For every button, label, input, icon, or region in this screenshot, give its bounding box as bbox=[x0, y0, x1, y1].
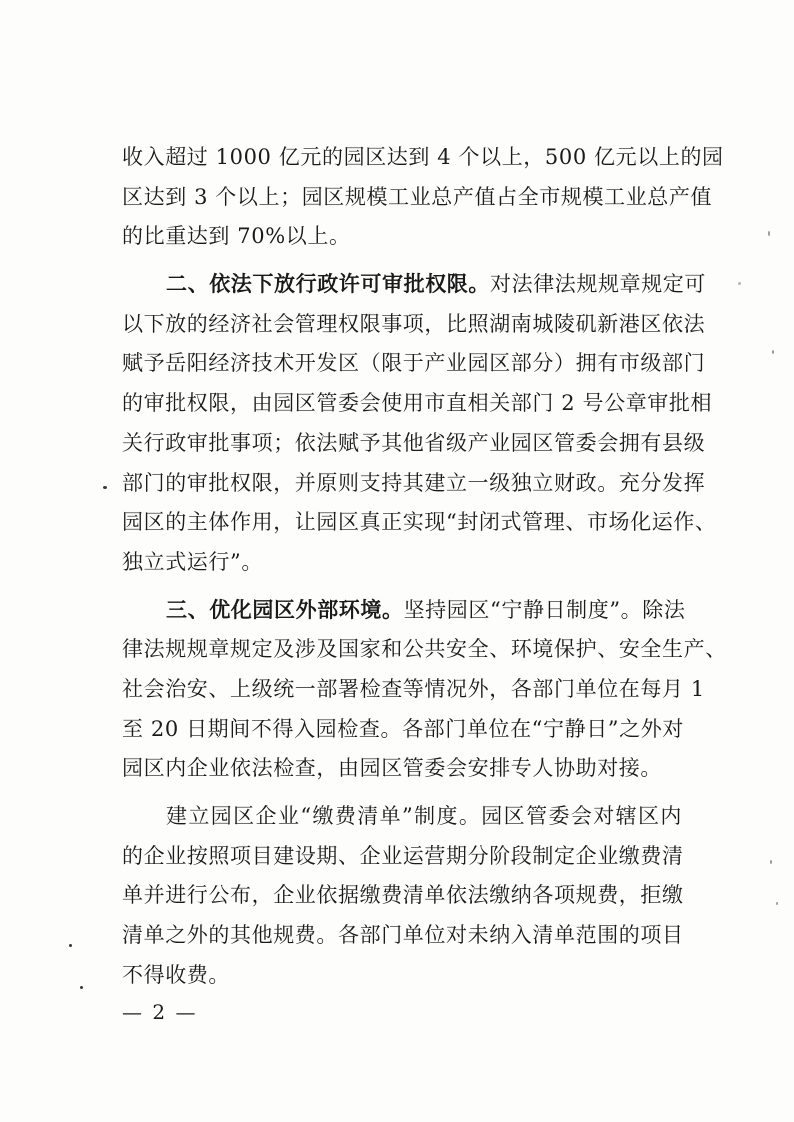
text-line: 部门的审批权限，并原则支持其建立一级独立财政。充分发挥 bbox=[122, 470, 706, 495]
scan-speck bbox=[738, 282, 741, 285]
document-body bbox=[122, 138, 727, 995]
text-line bbox=[122, 591, 686, 631]
scan-speck bbox=[768, 231, 770, 236]
text-line: 园区内企业依法检查，由园区管委会安排专人协助对接。 bbox=[122, 756, 662, 781]
scan-speck bbox=[776, 902, 778, 905]
paragraph bbox=[122, 138, 724, 257]
text-line: 社会治安、上级统一部署检查等情况外，各部门单位在每月 1 bbox=[122, 676, 705, 701]
paragraph bbox=[122, 591, 727, 789]
text-line: 清单之外的其他规费。各部门单位对未纳入清单范围的项目 bbox=[122, 923, 684, 948]
text-line: 独立式运行”。 bbox=[122, 549, 263, 574]
paragraph bbox=[122, 797, 682, 995]
text-line: 律法规规章规定及涉及国家和公共安全、环境保护、安全生产、 bbox=[122, 637, 727, 662]
text-line: 关行政审批事项；依法赋予其他省级产业园区管委会拥有县级 bbox=[122, 430, 706, 455]
text-line: 收入超过 1000 亿元的园区达到 4 个以上，500 亿元以上的园 bbox=[122, 145, 724, 169]
section-heading: 二、依法下放行政许可审批权限。 bbox=[166, 272, 490, 297]
text-line: 单并进行公布，企业依据缴费清单依法缴纳各项规费，拒缴 bbox=[122, 883, 684, 908]
text-line: 以下放的经济社会管理权限事项，比照湖南城陵矶新港区依法 bbox=[122, 311, 706, 336]
text-line: 建立园区企业“缴费清单”制度。园区管委会对辖区内 bbox=[166, 804, 682, 828]
text-line: 的审批权限，由园区管委会使用市直相关部门 2 号公章审批相 bbox=[122, 391, 713, 416]
text-line: 的比重达到 70%以上。 bbox=[122, 224, 351, 249]
paragraph bbox=[122, 265, 717, 583]
text-run: 对法律法规规章规定可 bbox=[490, 272, 706, 297]
page-number: — 2 — bbox=[122, 1000, 198, 1024]
text-line: 区达到 3 个以上；园区规模工业总产值占全市规模工业总产值 bbox=[122, 184, 713, 209]
text-run: 坚持园区“宁静日制度”。除法 bbox=[403, 597, 686, 622]
scan-speck bbox=[80, 986, 83, 989]
section-heading: 三、优化园区外部环境。 bbox=[166, 597, 404, 622]
scan-speck bbox=[772, 350, 774, 354]
scan-speck bbox=[770, 860, 772, 864]
scan-speck bbox=[103, 486, 107, 489]
text-line: 赋予岳阳经济技术开发区（限于产业园区部分）拥有市级部门 bbox=[122, 351, 706, 376]
text-line bbox=[122, 265, 706, 305]
scan-speck bbox=[69, 944, 72, 947]
text-line: 至 20 日期间不得入园检查。各部门单位在“宁静日”之外对 bbox=[122, 716, 684, 741]
text-line: 的企业按照项目建设期、企业运营期分阶段制定企业缴费清 bbox=[122, 843, 684, 868]
text-line: 园区的主体作用，让园区真正实现“封闭式管理、市场化运作、 bbox=[122, 510, 717, 535]
text-line: 不得收费。 bbox=[122, 962, 230, 987]
